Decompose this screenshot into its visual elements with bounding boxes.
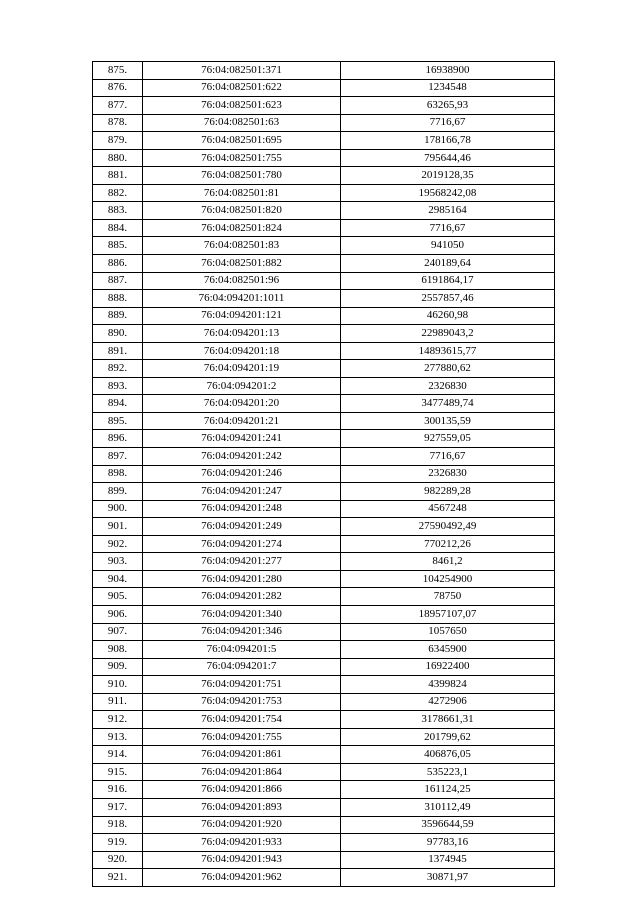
cadastral-value-cell: 22989043,2 [341, 325, 555, 343]
table-row [93, 483, 555, 501]
cadastral-value-cell: 1374945 [341, 851, 555, 869]
cadastral-value-cell: 63265,93 [341, 97, 555, 115]
table-row [93, 114, 555, 132]
cadastral-number-cell: 76:04:094201:920 [143, 816, 341, 834]
cadastral-number-cell: 76:04:082501:780 [143, 167, 341, 185]
table-row [93, 325, 555, 343]
cadastral-value-cell: 27590492,49 [341, 518, 555, 536]
cadastral-number-cell: 76:04:082501:83 [143, 237, 341, 255]
cadastral-number-cell: 76:04:094201:943 [143, 851, 341, 869]
cadastral-number-cell: 76:04:082501:81 [143, 184, 341, 202]
cadastral-number-cell: 76:04:082501:371 [143, 62, 341, 80]
cadastral-number-cell: 76:04:094201:751 [143, 676, 341, 694]
table-row [93, 588, 555, 606]
table-row [93, 693, 555, 711]
row-number-cell: 890. [93, 325, 143, 343]
table-row [93, 448, 555, 466]
cadastral-number-cell: 76:04:094201:753 [143, 693, 341, 711]
row-number-cell: 889. [93, 307, 143, 325]
cadastral-number-cell: 76:04:094201:5 [143, 641, 341, 659]
cadastral-number-cell: 76:04:082501:882 [143, 255, 341, 273]
cadastral-value-cell: 1234548 [341, 79, 555, 97]
cadastral-value-cell: 161124,25 [341, 781, 555, 799]
row-number-cell: 876. [93, 79, 143, 97]
table-row [93, 641, 555, 659]
cadastral-number-cell: 76:04:082501:622 [143, 79, 341, 97]
row-number-cell: 881. [93, 167, 143, 185]
cadastral-value-cell: 1057650 [341, 623, 555, 641]
cadastral-number-cell: 76:04:094201:248 [143, 500, 341, 518]
cadastral-value-cell: 97783,16 [341, 834, 555, 852]
cadastral-number-cell: 76:04:094201:864 [143, 763, 341, 781]
row-number-cell: 915. [93, 763, 143, 781]
table-row [93, 412, 555, 430]
row-number-cell: 898. [93, 465, 143, 483]
row-number-cell: 886. [93, 255, 143, 273]
table-row [93, 132, 555, 150]
table-row [93, 342, 555, 360]
table-row [93, 535, 555, 553]
cadastral-number-cell: 76:04:094201:2 [143, 377, 341, 395]
cadastral-number-cell: 76:04:094201:7 [143, 658, 341, 676]
cadastral-value-cell: 3477489,74 [341, 395, 555, 413]
table-row [93, 658, 555, 676]
cadastral-number-cell: 76:04:094201:962 [143, 869, 341, 887]
cadastral-number-cell: 76:04:094201:866 [143, 781, 341, 799]
table-row [93, 728, 555, 746]
table-row [93, 395, 555, 413]
row-number-cell: 884. [93, 219, 143, 237]
table-row [93, 307, 555, 325]
cadastral-number-cell: 76:04:094201:755 [143, 728, 341, 746]
cadastral-number-cell: 76:04:094201:121 [143, 307, 341, 325]
cadastral-value-cell: 2557857,46 [341, 290, 555, 308]
row-number-cell: 879. [93, 132, 143, 150]
cadastral-value-cell: 14893615,77 [341, 342, 555, 360]
row-number-cell: 918. [93, 816, 143, 834]
row-number-cell: 891. [93, 342, 143, 360]
row-number-cell: 903. [93, 553, 143, 571]
table-body [93, 62, 555, 887]
cadastral-number-cell: 76:04:094201:20 [143, 395, 341, 413]
cadastral-number-cell: 76:04:094201:340 [143, 605, 341, 623]
cadastral-value-cell: 6191864,17 [341, 272, 555, 290]
row-number-cell: 894. [93, 395, 143, 413]
row-number-cell: 880. [93, 149, 143, 167]
cadastral-number-cell: 76:04:094201:893 [143, 798, 341, 816]
cadastral-value-cell: 46260,98 [341, 307, 555, 325]
table-row [93, 834, 555, 852]
row-number-cell: 909. [93, 658, 143, 676]
cadastral-value-cell: 4567248 [341, 500, 555, 518]
cadastral-value-cell: 927559,05 [341, 430, 555, 448]
cadastral-value-cell: 277880,62 [341, 360, 555, 378]
cadastral-value-table [92, 61, 555, 887]
row-number-cell: 920. [93, 851, 143, 869]
cadastral-value-cell: 19568242,08 [341, 184, 555, 202]
table-row [93, 290, 555, 308]
table-row [93, 781, 555, 799]
cadastral-value-cell: 2326830 [341, 465, 555, 483]
cadastral-number-cell: 76:04:094201:282 [143, 588, 341, 606]
cadastral-value-cell: 16938900 [341, 62, 555, 80]
row-number-cell: 910. [93, 676, 143, 694]
cadastral-value-cell: 795644,46 [341, 149, 555, 167]
row-number-cell: 885. [93, 237, 143, 255]
row-number-cell: 911. [93, 693, 143, 711]
table-row [93, 763, 555, 781]
cadastral-value-cell: 104254900 [341, 570, 555, 588]
table-row [93, 97, 555, 115]
cadastral-number-cell: 76:04:094201:249 [143, 518, 341, 536]
cadastral-value-cell: 7716,67 [341, 448, 555, 466]
cadastral-number-cell: 76:04:094201:18 [143, 342, 341, 360]
row-number-cell: 921. [93, 869, 143, 887]
row-number-cell: 914. [93, 746, 143, 764]
table-row [93, 149, 555, 167]
cadastral-value-cell: 406876,05 [341, 746, 555, 764]
cadastral-value-cell: 7716,67 [341, 114, 555, 132]
table-row [93, 553, 555, 571]
cadastral-value-cell: 982289,28 [341, 483, 555, 501]
row-number-cell: 888. [93, 290, 143, 308]
cadastral-value-cell: 178166,78 [341, 132, 555, 150]
cadastral-value-cell: 4272906 [341, 693, 555, 711]
cadastral-number-cell: 76:04:094201:242 [143, 448, 341, 466]
row-number-cell: 877. [93, 97, 143, 115]
table-row [93, 237, 555, 255]
cadastral-value-cell: 3596644,59 [341, 816, 555, 834]
row-number-cell: 878. [93, 114, 143, 132]
row-number-cell: 907. [93, 623, 143, 641]
cadastral-value-cell: 30871,97 [341, 869, 555, 887]
cadastral-value-cell: 3178661,31 [341, 711, 555, 729]
cadastral-value-cell: 535223,1 [341, 763, 555, 781]
table-row [93, 219, 555, 237]
row-number-cell: 892. [93, 360, 143, 378]
row-number-cell: 905. [93, 588, 143, 606]
table-row [93, 202, 555, 220]
cadastral-value-cell: 2985164 [341, 202, 555, 220]
row-number-cell: 896. [93, 430, 143, 448]
table-row [93, 430, 555, 448]
row-number-cell: 899. [93, 483, 143, 501]
table-row [93, 360, 555, 378]
cadastral-number-cell: 76:04:094201:277 [143, 553, 341, 571]
table-row [93, 816, 555, 834]
cadastral-value-cell: 300135,59 [341, 412, 555, 430]
table-row [93, 167, 555, 185]
row-number-cell: 912. [93, 711, 143, 729]
cadastral-value-cell: 18957107,07 [341, 605, 555, 623]
cadastral-number-cell: 76:04:082501:824 [143, 219, 341, 237]
cadastral-number-cell: 76:04:094201:346 [143, 623, 341, 641]
table-row [93, 570, 555, 588]
cadastral-number-cell: 76:04:094201:13 [143, 325, 341, 343]
table-row [93, 184, 555, 202]
table-row [93, 377, 555, 395]
row-number-cell: 900. [93, 500, 143, 518]
cadastral-value-cell: 201799,62 [341, 728, 555, 746]
table-row [93, 851, 555, 869]
row-number-cell: 887. [93, 272, 143, 290]
cadastral-value-cell: 941050 [341, 237, 555, 255]
cadastral-number-cell: 76:04:082501:623 [143, 97, 341, 115]
cadastral-value-cell: 770212,26 [341, 535, 555, 553]
table-row [93, 605, 555, 623]
row-number-cell: 908. [93, 641, 143, 659]
cadastral-number-cell: 76:04:094201:933 [143, 834, 341, 852]
cadastral-number-cell: 76:04:082501:820 [143, 202, 341, 220]
cadastral-number-cell: 76:04:082501:695 [143, 132, 341, 150]
cadastral-value-cell: 2326830 [341, 377, 555, 395]
cadastral-value-cell: 16922400 [341, 658, 555, 676]
cadastral-number-cell: 76:04:094201:246 [143, 465, 341, 483]
cadastral-number-cell: 76:04:082501:63 [143, 114, 341, 132]
table-row [93, 746, 555, 764]
table-row [93, 676, 555, 694]
row-number-cell: 919. [93, 834, 143, 852]
table-row [93, 465, 555, 483]
row-number-cell: 901. [93, 518, 143, 536]
row-number-cell: 883. [93, 202, 143, 220]
table-row [93, 623, 555, 641]
table-row [93, 62, 555, 80]
row-number-cell: 906. [93, 605, 143, 623]
cadastral-number-cell: 76:04:094201:1011 [143, 290, 341, 308]
cadastral-value-cell: 2019128,35 [341, 167, 555, 185]
cadastral-number-cell: 76:04:082501:96 [143, 272, 341, 290]
row-number-cell: 916. [93, 781, 143, 799]
table-row [93, 272, 555, 290]
cadastral-value-cell: 8461,2 [341, 553, 555, 571]
cadastral-number-cell: 76:04:094201:247 [143, 483, 341, 501]
row-number-cell: 882. [93, 184, 143, 202]
cadastral-number-cell: 76:04:094201:754 [143, 711, 341, 729]
cadastral-number-cell: 76:04:082501:755 [143, 149, 341, 167]
cadastral-value-cell: 240189,64 [341, 255, 555, 273]
cadastral-number-cell: 76:04:094201:280 [143, 570, 341, 588]
table-row [93, 255, 555, 273]
row-number-cell: 904. [93, 570, 143, 588]
cadastral-number-cell: 76:04:094201:241 [143, 430, 341, 448]
table-row [93, 798, 555, 816]
cadastral-value-cell: 7716,67 [341, 219, 555, 237]
cadastral-value-cell: 310112,49 [341, 798, 555, 816]
table-row [93, 500, 555, 518]
table-row [93, 869, 555, 887]
row-number-cell: 917. [93, 798, 143, 816]
row-number-cell: 897. [93, 448, 143, 466]
cadastral-value-cell: 4399824 [341, 676, 555, 694]
table-row [93, 711, 555, 729]
table-row [93, 518, 555, 536]
cadastral-number-cell: 76:04:094201:274 [143, 535, 341, 553]
cadastral-value-cell: 78750 [341, 588, 555, 606]
cadastral-value-cell: 6345900 [341, 641, 555, 659]
row-number-cell: 875. [93, 62, 143, 80]
cadastral-number-cell: 76:04:094201:19 [143, 360, 341, 378]
row-number-cell: 893. [93, 377, 143, 395]
table-row [93, 79, 555, 97]
row-number-cell: 902. [93, 535, 143, 553]
row-number-cell: 895. [93, 412, 143, 430]
cadastral-number-cell: 76:04:094201:861 [143, 746, 341, 764]
cadastral-number-cell: 76:04:094201:21 [143, 412, 341, 430]
row-number-cell: 913. [93, 728, 143, 746]
